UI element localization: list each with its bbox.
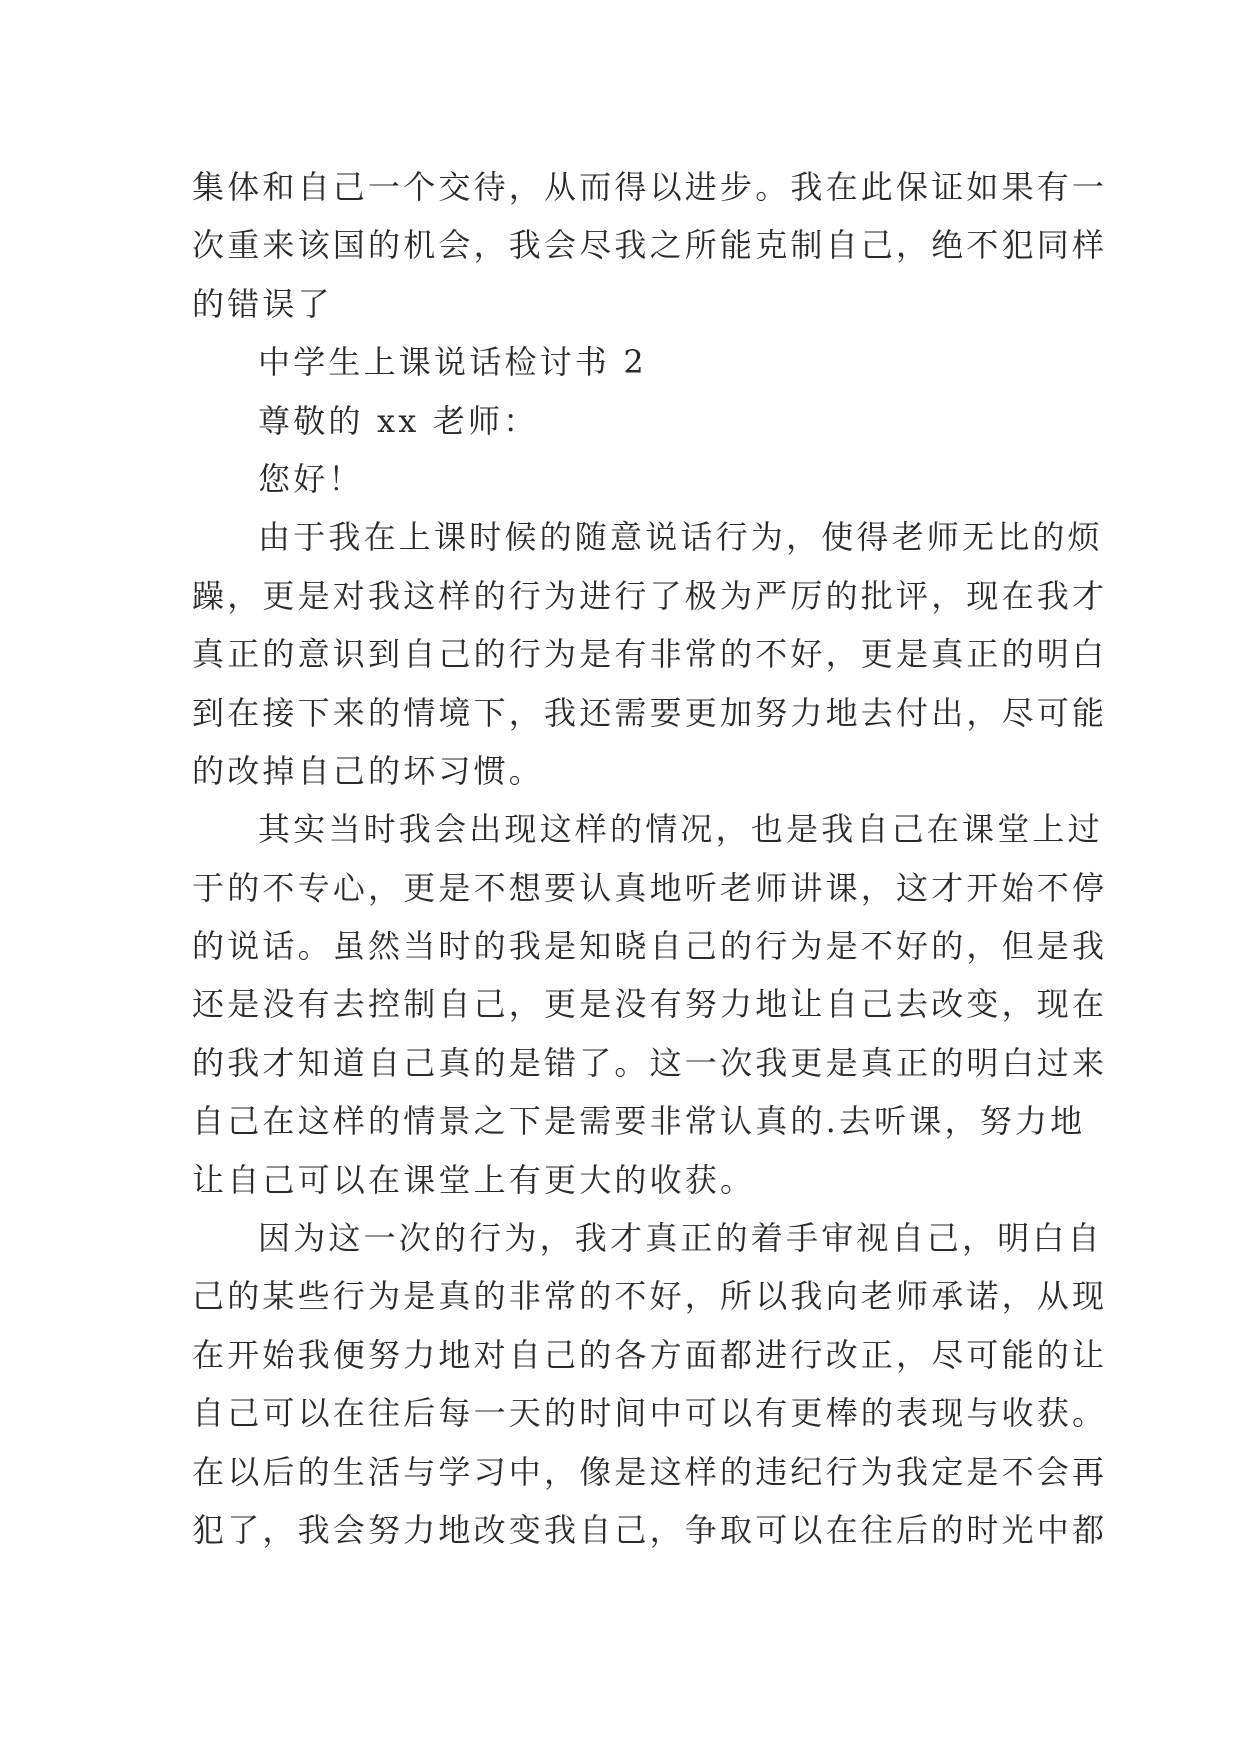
text-line: 的说话。虽然当时的我是知晓自己的行为是不好的，但是我 (192, 927, 1108, 966)
section-title: 中学生上课说话检讨书 2 (258, 343, 647, 382)
text-line: 于的不专心，更是不想要认真地听老师讲课，这才开始不停 (192, 868, 1108, 907)
text-line: 的错误了 (192, 284, 333, 323)
text-line: 的改掉自己的坏习惯。 (192, 751, 545, 790)
text-line: 己的某些行为是真的非常的不好，所以我向老师承诺，从现 (192, 1277, 1108, 1316)
text-line: 因为这一次的行为，我才真正的着手审视自己，明白自 (258, 1219, 1103, 1258)
salutation: 尊敬的 xx 老师： (258, 401, 539, 440)
text-line: 还是没有去控制自己，更是没有努力地让自己去改变，现在 (192, 985, 1108, 1024)
text-line: 的我才知道自己真的是错了。这一次我更是真正的明白过来 (192, 1043, 1108, 1082)
greeting: 您好！ (258, 459, 364, 498)
document-body (192, 158, 1108, 1559)
text-line: 到在接下来的情境下，我还需要更加努力地去付出，尽可能 (192, 693, 1108, 732)
text-line: 犯了，我会努力地改变我自己，争取可以在往后的时光中都 (192, 1510, 1108, 1549)
text-line: 躁，更是对我这样的行为进行了极为严厉的批评，现在我才 (192, 576, 1108, 615)
text-line: 真正的意识到自己的行为是有非常的不好，更是真正的明白 (192, 635, 1108, 674)
text-line: 让自己可以在课堂上有更大的收获。 (192, 1160, 756, 1199)
text-line: 次重来该国的机会，我会尽我之所能克制自己，绝不犯同样 (192, 226, 1108, 265)
text-line: 自己可以在往后每一天的时间中可以有更棒的表现与收获。 (192, 1394, 1108, 1433)
text-line: 由于我在上课时候的随意说话行为，使得老师无比的烦 (258, 518, 1103, 557)
text-line: 自己在这样的情景之下是需要非常认真的.去听课，努力地 (192, 1102, 1086, 1141)
text-line: 在开始我便努力地对自己的各方面都进行改正，尽可能的让 (192, 1335, 1108, 1374)
text-line: 其实当时我会出现这样的情况，也是我自己在课堂上过 (258, 810, 1103, 849)
text-line: 在以后的生活与学习中，像是这样的违纪行为我定是不会再 (192, 1452, 1108, 1491)
text-line: 集体和自己一个交待，从而得以进步。我在此保证如果有一 (192, 168, 1108, 206)
